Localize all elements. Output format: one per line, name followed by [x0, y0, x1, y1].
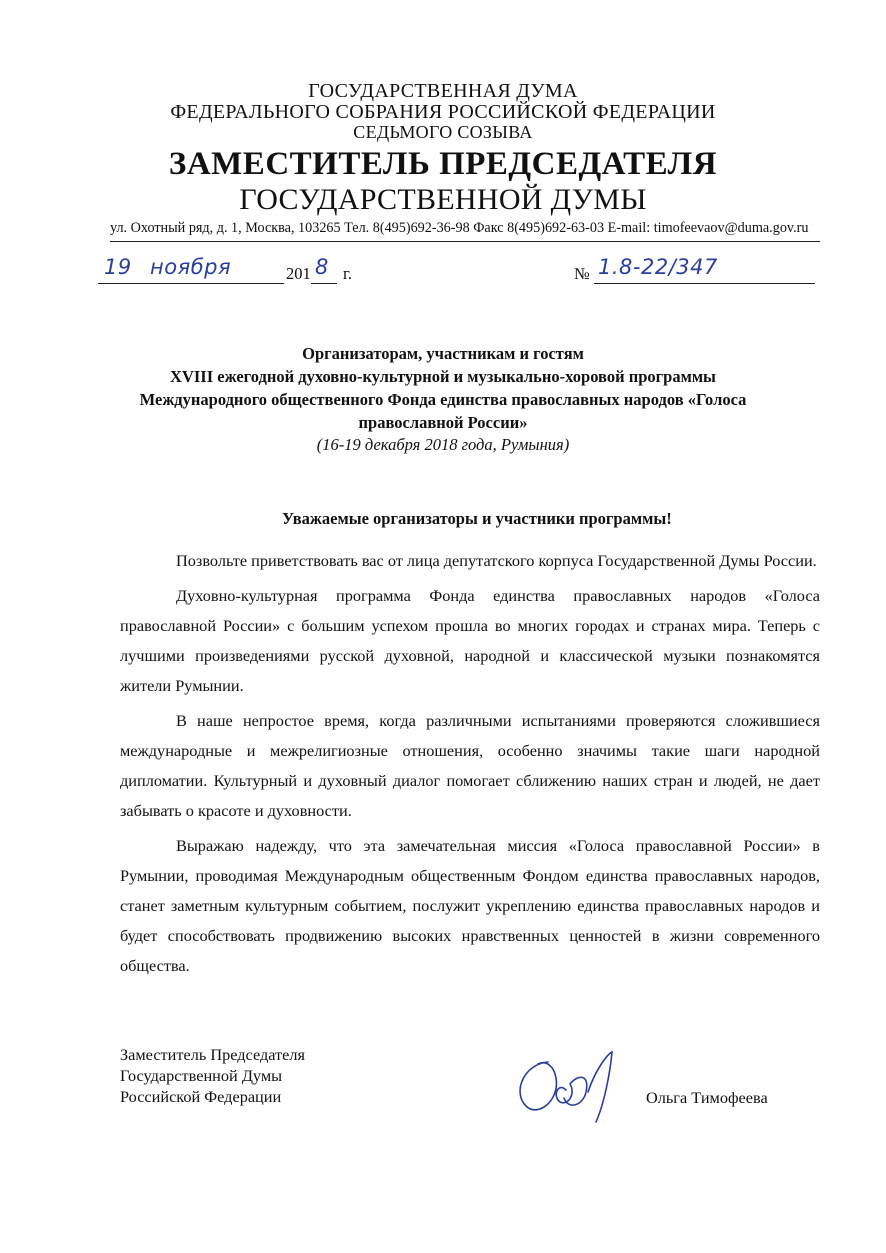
org-name-line2: ФЕДЕРАЛЬНОГО СОБРАНИЯ РОССИЙСКОЙ ФЕДЕРАЦИИ: [170, 101, 716, 123]
number-underline: [594, 283, 815, 284]
date-suffix: г.: [343, 264, 353, 283]
letterhead-title: ЗАМЕСТИТЕЛЬ ПРЕДСЕДАТЕЛЯ: [168, 146, 718, 182]
addressee-line3: Международного общественного Фонда единства православных народов «Голоса: [139, 390, 747, 409]
date-month: ноября: [150, 255, 232, 279]
paragraph: Духовно-культурная программа Фонда единства православных народов «Голоса православной России» с большим успехом прошла во многих городах и странах мира. Теперь с лучшими произведениями русской духовной, народной и классической музыки познакомятся жители Румынии.: [120, 586, 820, 695]
date-day: 19: [104, 255, 132, 279]
date-year-prefix: 201: [286, 264, 311, 283]
org-name-line3: СЕДЬМОГО СОЗЫВА: [353, 122, 533, 142]
greeting: Уважаемые организаторы и участники программы!: [282, 509, 672, 528]
contact-line: ул. Охотный ряд, д. 1, Москва, 103265 Тел. 8(495)692-36-98 Факс 8(495)692-63-03 E-mail: timofeevaov@duma.gov.ru: [110, 220, 820, 242]
date-year-digit: 8: [315, 255, 329, 279]
addressee-note: (16-19 декабря 2018 года, Румыния): [316, 435, 570, 454]
letter-body: [120, 546, 820, 986]
addressee-line2: XVIII ежегодной духовно-культурной и музыкально-хоровой программы: [170, 367, 716, 386]
paragraph: В наше непростое время, когда различными испытаниями проверяются сложившиеся международные и межрелигиозные отношения, особенно значимы такие шаги народной дипломатии. Культурный и духовный диалог помогает сближению наших стран и людей, не дает забывать о красоте и духовности.: [120, 711, 820, 820]
position-line: Российской Федерации: [120, 1087, 282, 1106]
letterhead-subtitle: ГОСУДАРСТВЕННОЙ ДУМЫ: [239, 183, 647, 216]
addressee-line1: Организаторам, участникам и гостям: [302, 344, 584, 363]
signatory-name: Ольга Тимофеева: [646, 1088, 768, 1107]
org-name-line1: ГОСУДАРСТВЕННАЯ ДУМА: [308, 80, 578, 102]
date-underline: [98, 283, 284, 284]
addressee-line4: православной России»: [358, 413, 528, 432]
handwritten-signature: [508, 1048, 628, 1128]
number-label: №: [574, 264, 590, 283]
year-underline: [311, 283, 337, 284]
signatory-position: [120, 1044, 305, 1107]
position-line: Государственной Думы: [120, 1066, 283, 1085]
position-line: Заместитель Председателя: [120, 1045, 306, 1064]
paragraph: Выражаю надежду, что эта замечательная миссия «Голоса православной России» в Румынии, проводимая Международным общественным Фондом единства православных народов, станет заметным культурным событием, послужит укреплению единства православных народов и будет способствовать продвижению высоких нравственных ценностей в жизни современного общества.: [120, 836, 820, 975]
document-number: 1.8-22/347: [598, 255, 718, 279]
paragraph: Позвольте приветствовать вас от лица депутатского корпуса Государственной Думы России.: [176, 551, 817, 570]
